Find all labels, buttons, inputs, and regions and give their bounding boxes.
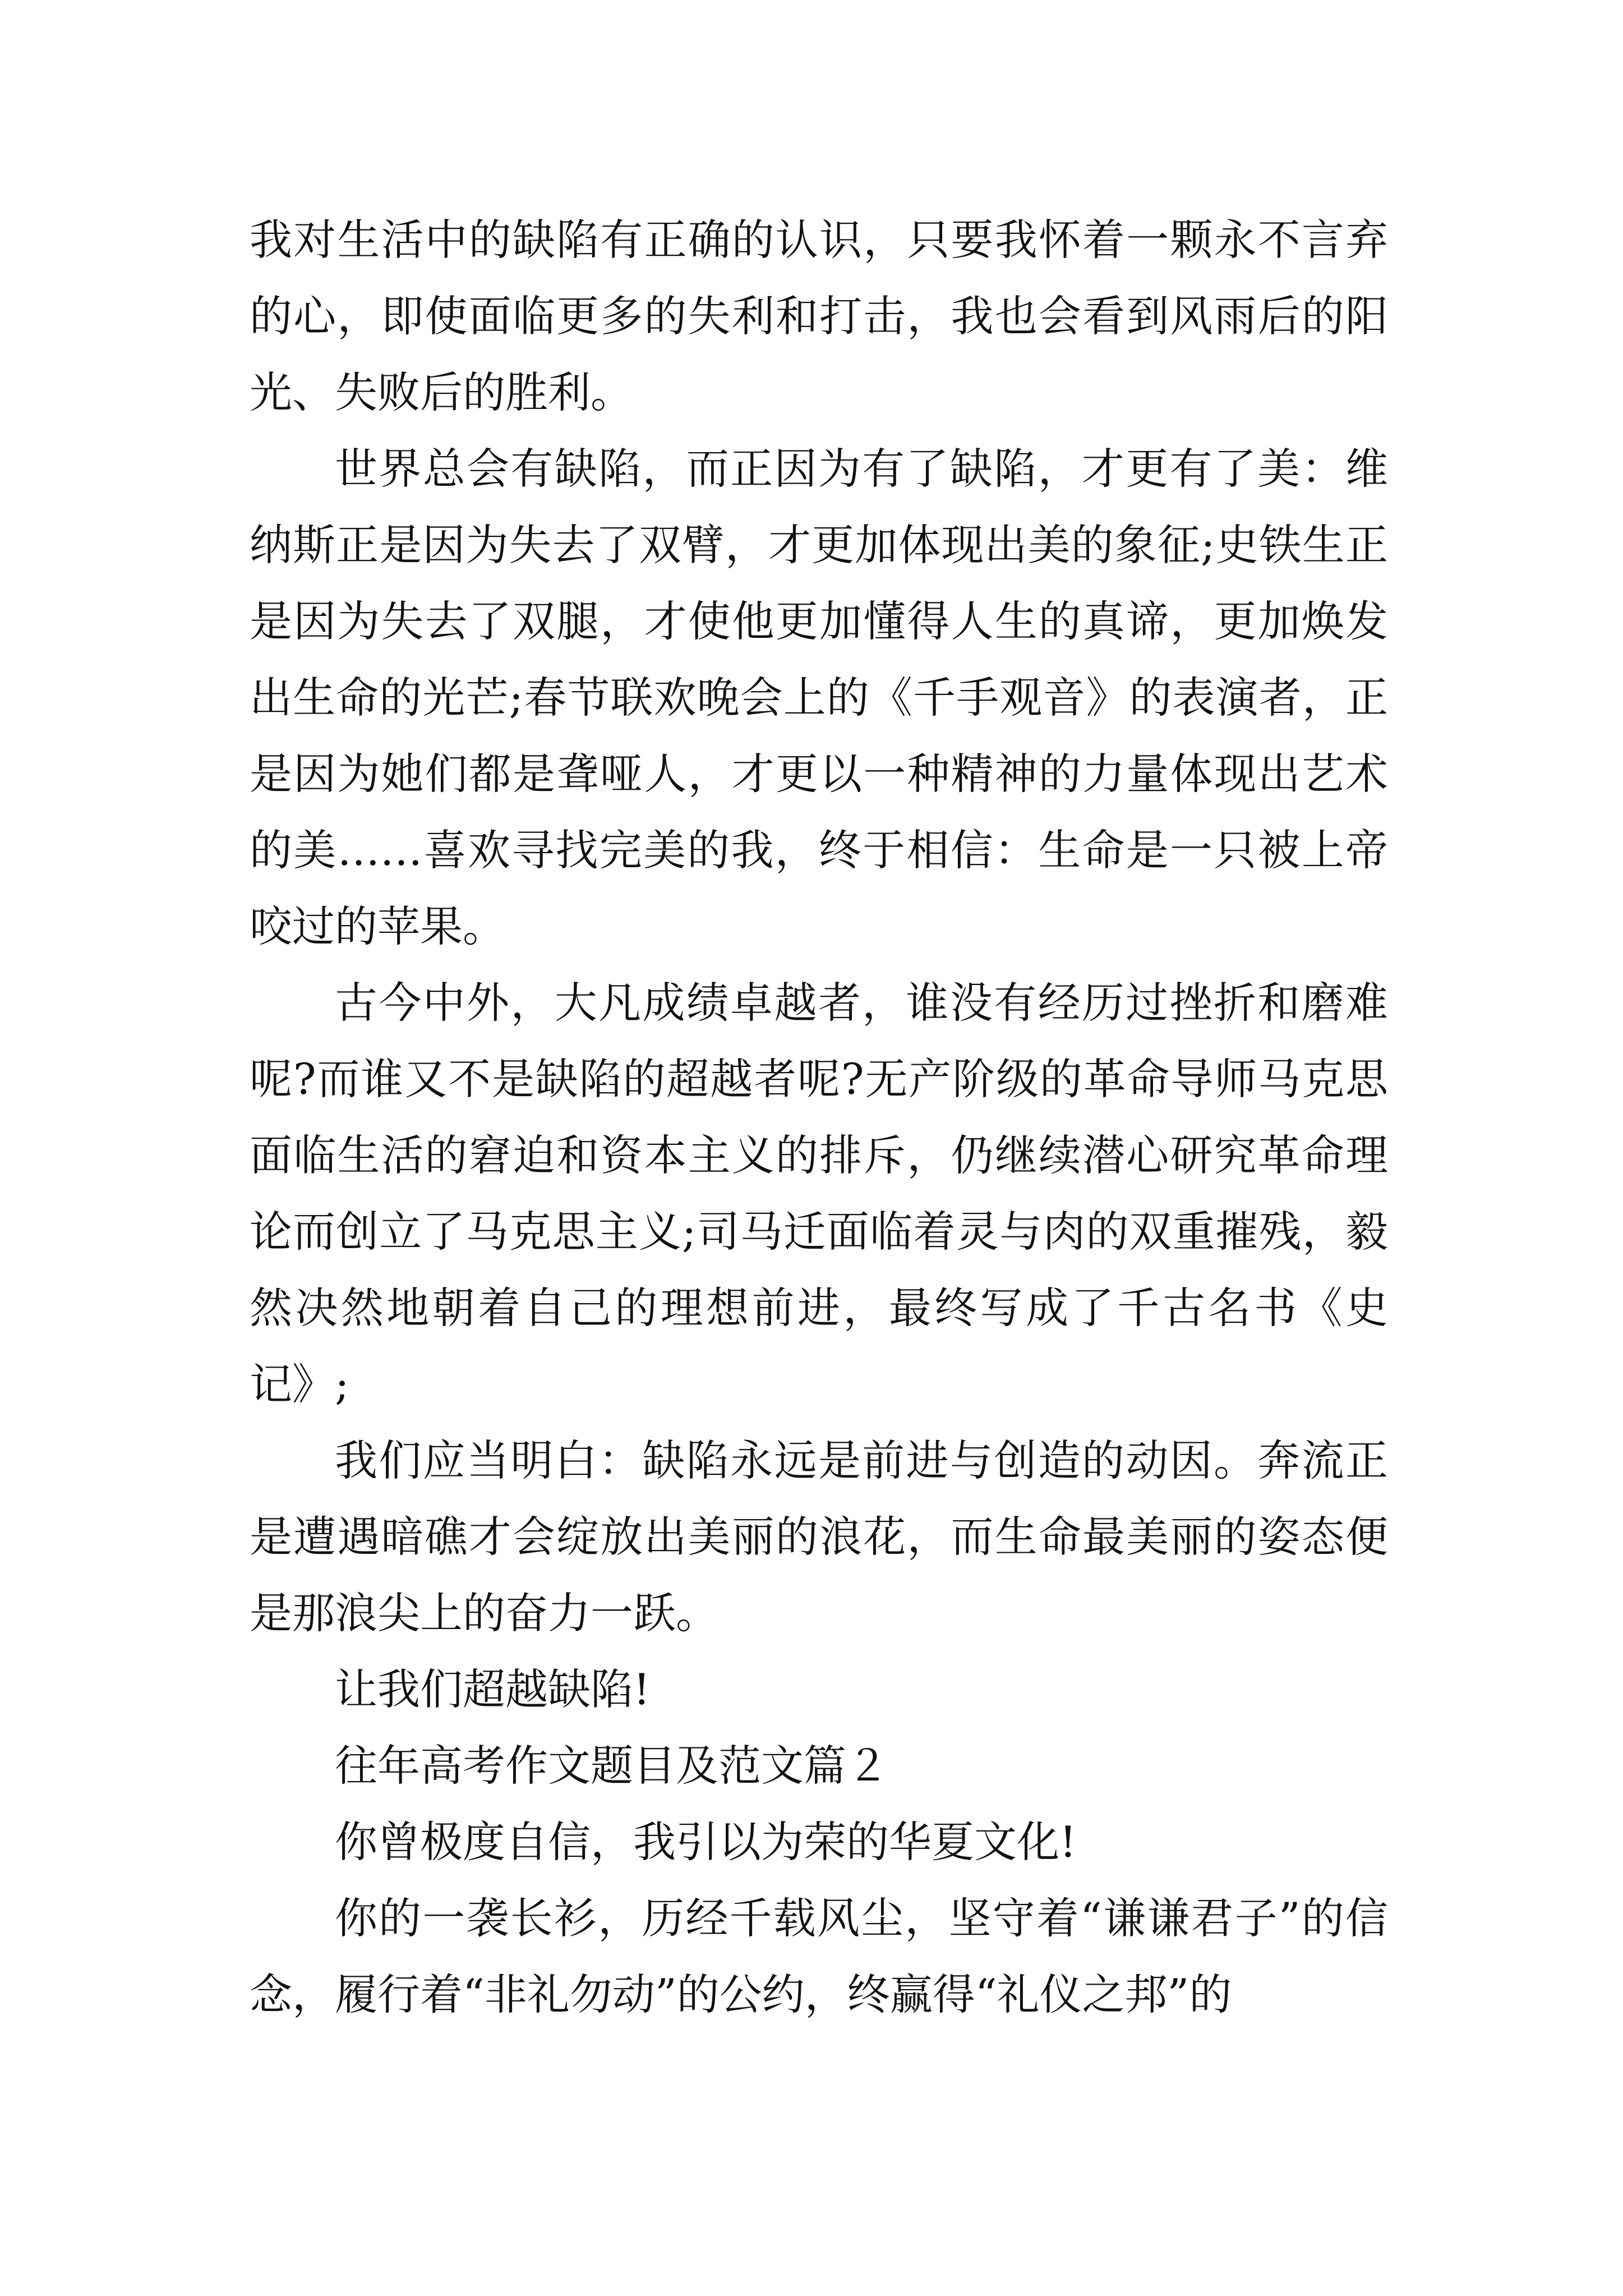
paragraph-conclusion: 我们应当明白：缺陷永远是前进与创造的动因。奔流正是遭遇暗礁才会绽放出美丽的浪花，而生命最美丽的姿态便是那浪尖上的奋力一跃。 [250,1435,1388,1638]
paragraph-continuation: 我对生活中的缺陷有正确的认识，只要我怀着一颗永不言弃的心，即使面临更多的失利和打击，我也会看到风雨后的阳光、失败后的胜利。 [250,215,1388,417]
paragraph-long-gown: 你的一袭长衫，历经千载风尘，坚守着“谦谦君子”的信念，履行着“非礼勿动”的公约，终赢得“礼仪之邦”的 [250,1893,1388,2019]
paragraph-beauty-of-flaws: 世界总会有缺陷，而正因为有了缺陷，才更有了美：维纳斯正是因为失去了双臂，才更加体现出美的象征;史铁生正是因为失去了双腿，才使他更加懂得人生的真谛，更加焕发出生命的光芒;春节联欢晚会上的《千手观音》的表演者，正是因为她们都是聋哑人，才更以一种精神的力量体现出艺术的美……喜欢寻找完美的我，终于相信：生命是一只被上帝咬过的苹果。 [250,444,1388,951]
paragraph-chinese-culture-intro: 你曾极度自信，我引以为荣的华夏文化! [335,1817,1077,1867]
paragraph-historical-examples: 古今中外，大凡成绩卓越者，谁没有经历过挫折和磨难呢?而谁又不是缺陷的超越者呢?无产阶级的革命导师马克思面临生活的窘迫和资本主义的排斥，仍继续潜心研究革命理论而创立了马克思主义;司马迁面临着灵与肉的双重摧残，毅然决然地朝着自己的理想前进，最终写成了千古名书《史记》; [250,978,1388,1409]
paragraph-call-to-action: 让我们超越缺陷! [335,1664,651,1714]
document-body [250,202,1388,2033]
section-heading-essay-2: 往年高考作文题目及范文篇２ [335,1741,889,1791]
